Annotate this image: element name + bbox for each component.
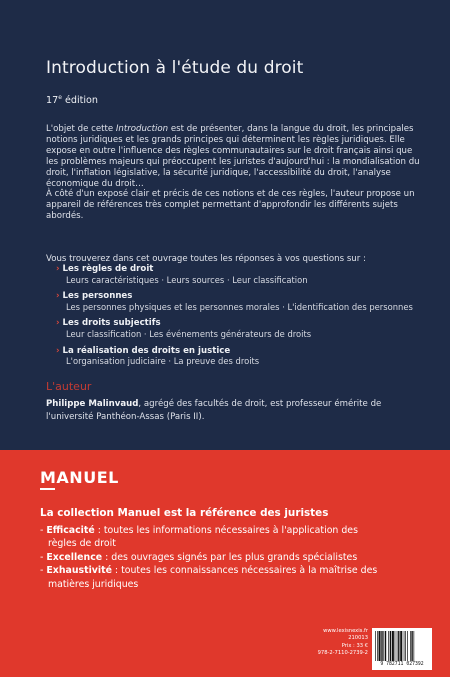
collection-features: [40, 524, 380, 591]
description: [46, 124, 426, 222]
arrow-right-icon: ›: [56, 291, 60, 302]
topic-subtitle: Les personnes physiques et les personnes morales · L'identification des personnes: [66, 301, 413, 312]
barcode-number: 9 782711 027392: [380, 662, 424, 667]
author-bio-text: , agrégé des facultés de droit, est professeur émérite de l'université Panthéon-Assas (Paris II).: [46, 399, 382, 422]
feature-label: Exhaustivité: [46, 565, 112, 577]
feature-text: : des ouvrages signés par les plus grands spécialistes: [102, 551, 358, 563]
publisher-isbn: 978-2-7110-2739-2: [317, 650, 368, 657]
author-name: Philippe Malinvaud: [46, 399, 139, 409]
description-text: est de présenter, dans la langue du droit, les principales notions juridiques et les grands principes qui déterminent les règles juridiques. Elle expose en outre l'influence des règles communautaires sur le droit français ainsi que les problèmes majeurs qui préoccupent les juristes d'aujourd'hui : la mondialisation du droit, l'inflation législative, la sécurité juridique, l'accessibilité du droit, l'analyse économique du droit…: [46, 124, 420, 189]
description-italic: Introduction: [115, 124, 169, 134]
topic-item: [56, 318, 426, 340]
feature-text: : toutes les connaissances nécessaires à la maîtrise des matières juridiques: [48, 565, 378, 590]
topic-item: [56, 291, 426, 313]
book-title: Introduction à l'étude du droit: [46, 58, 304, 78]
feature-label: Excellence: [46, 551, 103, 563]
collection-tagline: La collection Manuel est la référence des juristes: [40, 507, 329, 519]
topic-item: [56, 346, 426, 368]
topic-title: Les règles de droit: [62, 264, 154, 274]
description-paragraph-1: [46, 124, 426, 189]
arrow-right-icon: ›: [56, 318, 60, 329]
author-bio: [46, 398, 426, 424]
barcode-bars: [375, 631, 429, 661]
answers-intro: Vous trouverez dans cet ouvrage toutes les réponses à vos questions sur :: [46, 254, 366, 264]
arrow-right-icon: ›: [56, 345, 60, 356]
publisher-price: Prix : 33 €: [341, 642, 368, 649]
logo-underline: [40, 488, 55, 490]
topic-title: La réalisation des droits en justice: [62, 345, 231, 356]
feature-item: [40, 564, 380, 591]
feature-item: [40, 524, 380, 551]
publisher-website: www.lexisnexis.fr: [323, 628, 368, 634]
collection-logo: MANUEL: [40, 468, 119, 487]
edition-number: 17: [46, 95, 59, 106]
feature-text: : toutes les informations nécessaires à l'application des règles de droit: [48, 525, 358, 550]
topic-subtitle: Leur classification · Les événements générateurs de droits: [66, 329, 312, 340]
bullet: -: [40, 551, 47, 563]
arrow-right-icon: ›: [56, 264, 60, 274]
back-cover-bottom-panel: [0, 450, 450, 677]
edition-word: édition: [61, 95, 99, 106]
topic-subtitle: Leurs caractéristiques · Leurs sources · Leur classification: [66, 274, 308, 285]
topic-subtitle: L'organisation judiciaire · La preuve des droits: [66, 356, 260, 367]
isbn-barcode: [372, 628, 432, 670]
publisher-info: [282, 628, 368, 658]
topics-list: [56, 264, 426, 373]
bullet: -: [40, 525, 47, 536]
description-paragraph-2: À côté d'un exposé clair et précis de ces notions et de ces règles, l'auteur propose un appareil de références très complet permettant d'approfondir les différents sujets abordés.: [46, 189, 415, 222]
publisher-code: 210013: [348, 635, 368, 642]
edition-label: [46, 95, 98, 106]
topic-title: Les droits subjectifs: [62, 318, 161, 329]
bullet: -: [40, 565, 47, 577]
topic-item: [56, 264, 426, 286]
feature-item: [40, 551, 380, 564]
edition-sup: e: [58, 94, 62, 101]
topic-title: Les personnes: [62, 291, 133, 302]
feature-label: Efficacité: [46, 525, 95, 536]
author-heading: L'auteur: [46, 380, 92, 393]
description-text: L'objet de cette: [46, 124, 116, 134]
